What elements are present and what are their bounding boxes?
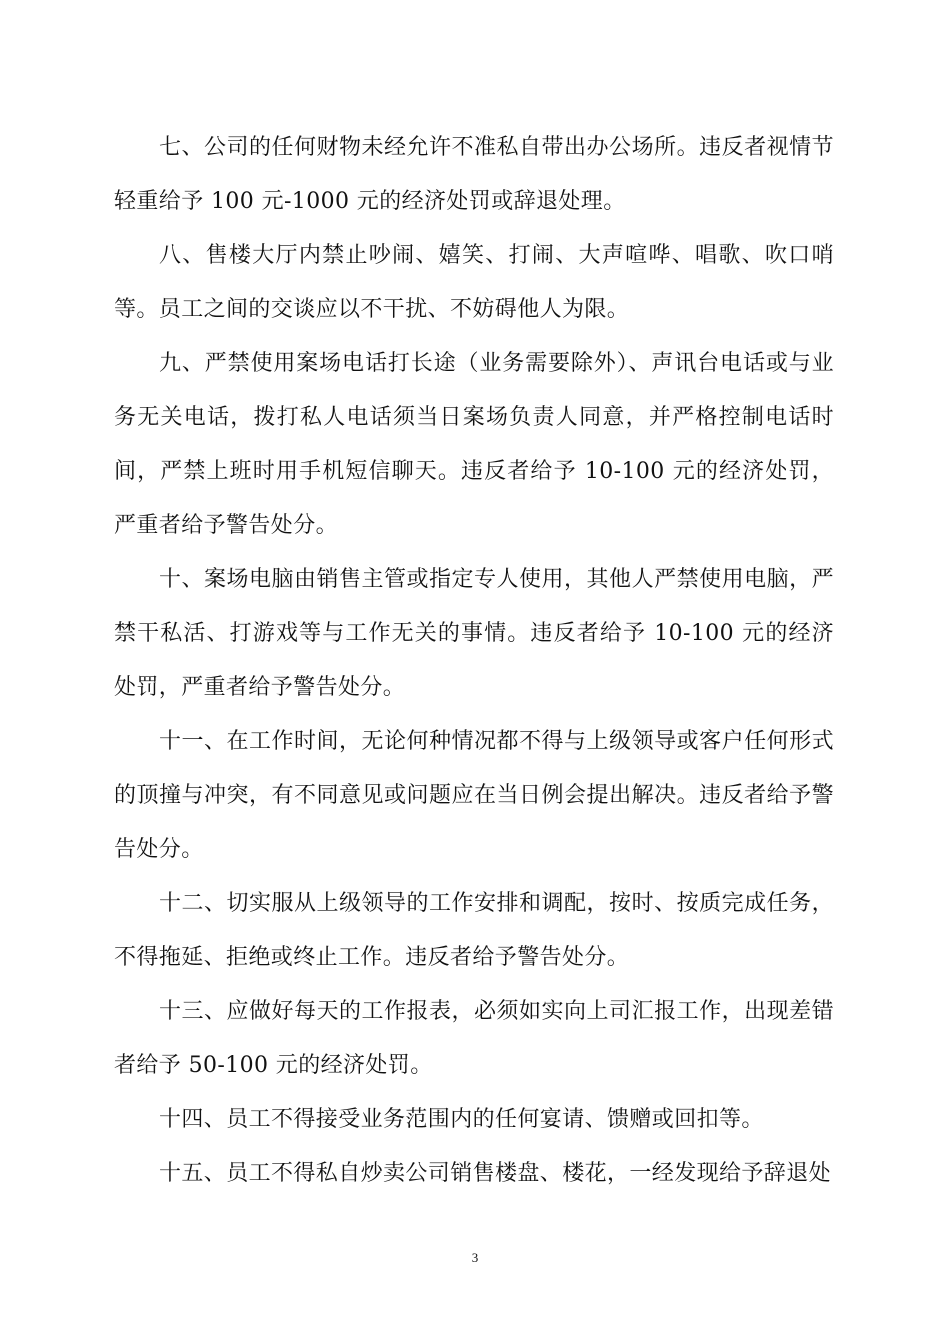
paragraph-item-14: 十四、员工不得接受业务范围内的任何宴请、馈赠或回扣等。 [159, 1107, 764, 1132]
paragraph-item-12: 十二、切实服从上级领导的工作安排和调配，按时、按质完成任务，不得拖延、拒绝或终止工作。违反者给予警告处分。 [114, 891, 834, 970]
paragraph-item-8: 八、售楼大厅内禁止吵闹、嬉笑、打闹、大声喧哗、唱歌、吹口哨等。员工之间的交谈应以不干扰、不妨碍他人为限。 [114, 243, 834, 322]
paragraph-item-9: 九、严禁使用案场电话打长途（业务需要除外）、声讯台电话或与业务无关电话，拨打私人电话须当日案场负责人同意，并严格控制电话时间，严禁上班时用手机短信聊天。违反者给予 10-100 元的经济处罚，严重者给予警告处分。 [114, 351, 834, 538]
page-number: 3 [471, 1250, 479, 1265]
document-body [114, 121, 834, 1201]
paragraph-item-10: 十、案场电脑由销售主管或指定专人使用，其他人严禁使用电脑，严禁干私活、打游戏等与工作无关的事情。违反者给予 10-100 元的经济处罚，严重者给予警告处分。 [114, 567, 834, 700]
paragraph-item-11: 十一、在工作时间，无论何种情况都不得与上级领导或客户任何形式的顶撞与冲突，有不同意见或问题应在当日例会提出解决。违反者给予警告处分。 [114, 729, 834, 862]
paragraph-item-7: 七、公司的任何财物未经允许不准私自带出办公场所。违反者视情节轻重给予 100 元-1000 元的经济处罚或辞退处理。 [114, 135, 834, 214]
paragraph-item-15: 十五、员工不得私自炒卖公司销售楼盘、楼花，一经发现给予辞退处 [159, 1161, 832, 1186]
paragraph-item-13: 十三、应做好每天的工作报表，必须如实向上司汇报工作，出现差错者给予 50-100 元的经济处罚。 [114, 999, 834, 1078]
